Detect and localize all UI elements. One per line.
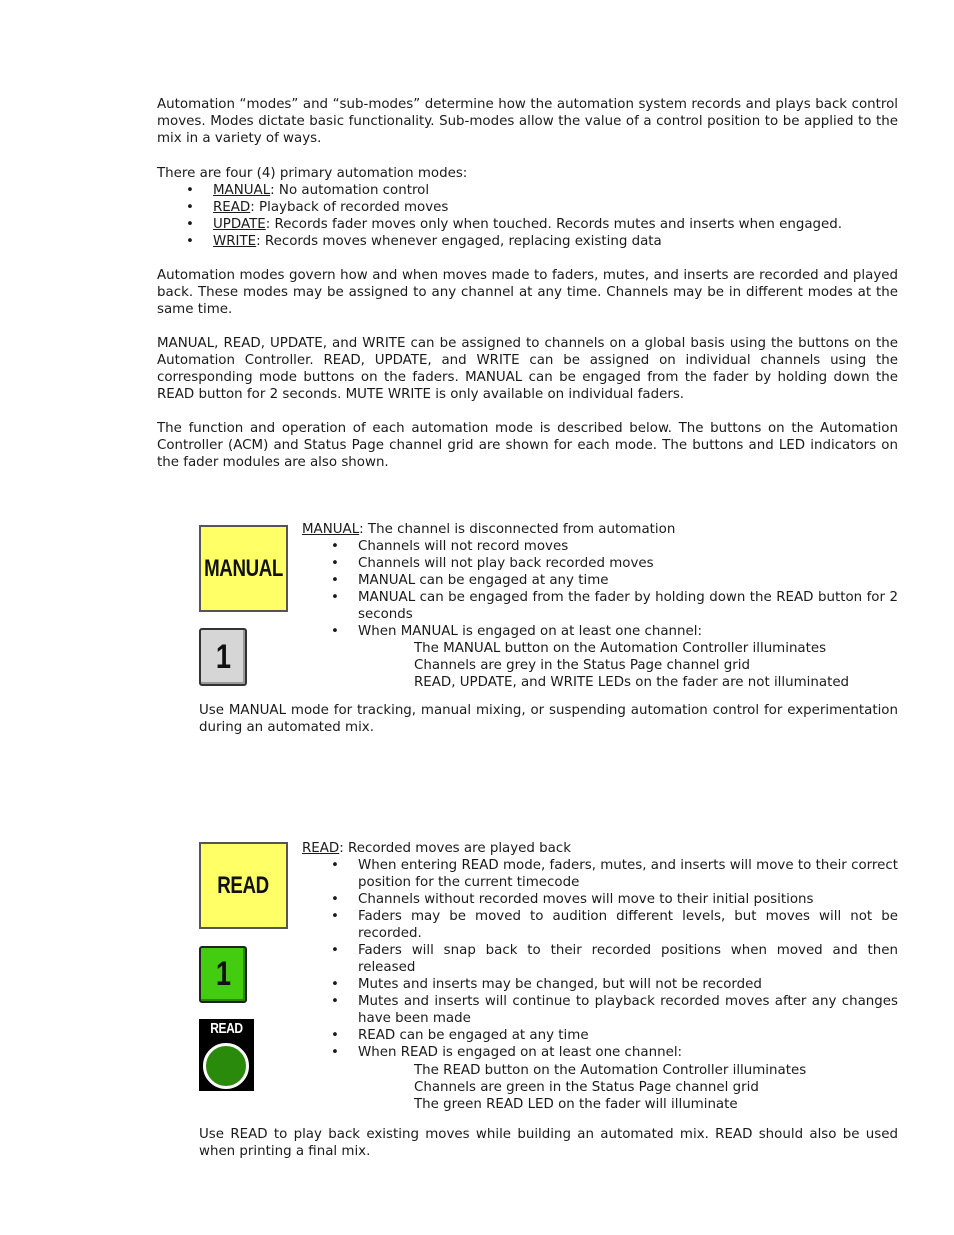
read-led-indicator [199,1019,254,1091]
list-item: • When MANUAL is engaged on at least one channel: [302,623,898,640]
list-item: • Channels will not play back recorded moves [302,555,898,572]
sub-item: Channels are grey in the Status Page channel grid [414,658,751,673]
list-item: • Mutes and inserts may be changed, but will not be recorded [302,976,898,993]
govern-paragraph: Automation modes govern how and when moves made to faders, mutes, and inserts are recorded and played back. These modes may be assigned to any channel at any time. Channels may be in different modes at the same time. [157,268,898,317]
mode-desc: : No automation control [270,183,430,198]
mode-name: WRITE [213,234,257,249]
list-item [157,216,898,233]
grid-channel-number: 1 [215,637,231,676]
list-item: • Channels without recorded moves will move to their initial positions [302,891,898,908]
list-item [157,233,898,250]
list-item: • Faders may be moved to audition different levels, but moves will not be recorded. [302,908,898,942]
mode-name: MANUAL [213,183,271,198]
sub-item: The READ button on the Automation Controller illuminates [414,1063,807,1078]
manual-bullets [302,538,898,640]
list-item [157,199,898,216]
mode-desc: : Records fader moves only when touched. Records mutes and inserts when engaged. [265,217,843,232]
mode-name: READ [213,200,251,215]
function-paragraph: The function and operation of each automation mode is described below. The buttons on the Automation Controller (ACM) and Status Page channel grid are shown for each mode. The buttons and LED indicators on the fader modules are also shown. [157,421,898,470]
list-item: • When READ is engaged on at least one channel: [302,1044,898,1061]
manual-mode-button-image [199,525,288,612]
mode-name: UPDATE [213,217,266,232]
list-item: • MANUAL can be engaged at any time [302,572,898,589]
list-item: • Mutes and inserts will continue to playback recorded moves after any changes have been made [302,993,898,1027]
modes-intro: There are four (4) primary automation modes: [157,166,468,181]
mode-desc: : Playback of recorded moves [250,200,449,215]
list-item: • Channels will not record moves [302,538,898,555]
assign-paragraph: MANUAL, READ, UPDATE, and WRITE can be assigned to channels on a global basis using the buttons on the Automation Controller. READ, UPDATE, and WRITE can be assigned on individual channels using the corresponding mode buttons on the faders. MANUAL can be engaged from the fader by holding down the READ button for 2 seconds. MUTE WRITE is only available on individual faders. [157,336,898,402]
read-button-label: READ [217,872,270,899]
manual-use-paragraph: Use MANUAL mode for tracking, manual mixing, or suspending automation control for experimentation during an automated mix. [199,703,898,735]
mode-desc: : Records moves whenever engaged, replacing existing data [256,234,662,249]
read-heading [302,840,898,857]
read-title-rest: : Recorded moves are played back [339,841,571,856]
manual-channel-grid-button [199,628,247,686]
list-item: • When entering READ mode, faders, mutes, and inserts will move to their correct position for the current timecode [302,857,898,891]
list-item: • READ can be engaged at any time [302,1027,898,1044]
intro-paragraph: Automation “modes” and “sub-modes” determine how the automation system records and plays back control moves. Modes dictate basic functionality. Sub-modes allow the value of a control position to be applied to the mix in a variety of ways. [157,97,898,146]
sub-item: The green READ LED on the fader will illuminate [414,1097,738,1112]
sub-item: The MANUAL button on the Automation Controller illuminates [414,641,827,656]
read-title: READ [302,841,340,856]
sub-item: READ, UPDATE, and WRITE LEDs on the fader are not illuminated [414,675,850,690]
manual-heading [302,521,898,538]
list-item: • Faders will snap back to their recorded positions when moved and then released [302,942,898,976]
manual-sub-list [414,640,849,691]
led-label: READ [210,1020,243,1037]
manual-button-label: MANUAL [204,555,283,582]
read-mode-button-image [199,842,288,929]
list-item [157,182,898,199]
read-sub-list [414,1062,806,1113]
modes-list [157,182,898,250]
read-bullets [302,857,898,1061]
green-led-icon [203,1043,249,1089]
read-use-paragraph: Use READ to play back existing moves while building an automated mix. READ should also be used when printing a final mix. [199,1127,898,1159]
read-channel-grid-button [199,946,247,1003]
grid-channel-number: 1 [215,955,231,993]
list-item: • MANUAL can be engaged from the fader by holding down the READ button for 2 seconds [302,589,898,623]
manual-title: MANUAL [302,522,360,537]
manual-title-rest: : The channel is disconnected from automation [359,522,676,537]
sub-item: Channels are green in the Status Page channel grid [414,1080,759,1095]
